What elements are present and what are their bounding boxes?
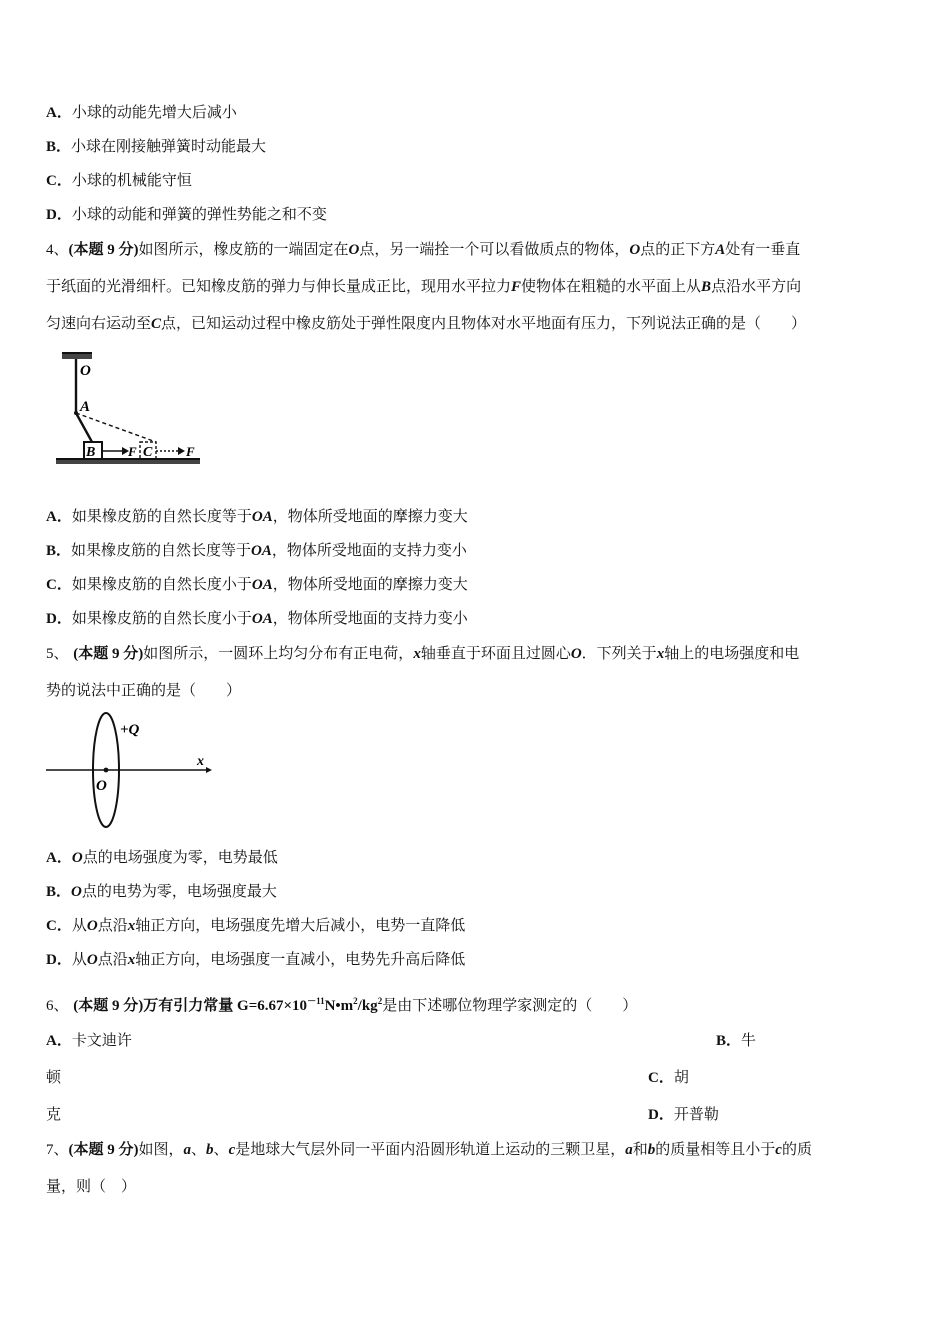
q5-option-c xyxy=(46,915,465,936)
q4-option-d xyxy=(46,608,468,629)
q4-line-3 xyxy=(46,313,806,334)
option-text: 卡文迪许 xyxy=(71,1031,132,1049)
q3-option-c xyxy=(46,170,192,191)
charged-ring-figure xyxy=(44,708,220,832)
text: 轴上的电场强度和电 xyxy=(664,644,800,662)
option-text: 小球的动能先增大后减小 xyxy=(71,103,237,121)
question-score: (本题 9 分) xyxy=(73,646,144,662)
q7-line-1 xyxy=(46,1139,812,1160)
option-letter: D． xyxy=(46,611,72,627)
var-b: b xyxy=(206,1142,214,1158)
option-text: 点沿 xyxy=(97,950,128,968)
text: 的质量相等且小于 xyxy=(655,1140,776,1158)
label-x: x xyxy=(197,754,204,769)
x-axis-arrow xyxy=(206,767,212,773)
option-text: ，物体所受地面的支持力变小 xyxy=(272,609,468,627)
option-text: 小球的动能和弹簧的弹性势能之和不变 xyxy=(71,205,327,223)
q7-line-2 xyxy=(46,1176,136,1196)
label-C: C xyxy=(143,445,153,460)
q6-option-b-cont xyxy=(46,1067,61,1087)
option-text: 点的电场强度为零，电势最低 xyxy=(82,848,278,866)
q3-option-a xyxy=(46,102,237,123)
q5-line-2 xyxy=(46,680,241,700)
option-text: 如果橡皮筋的自然长度等于 xyxy=(71,507,252,525)
q3-option-b xyxy=(46,136,266,157)
option-letter: B． xyxy=(716,1033,742,1049)
text: 量，则（ ） xyxy=(46,1177,137,1195)
q6-option-c-cont xyxy=(46,1104,61,1124)
option-text: ，物体所受地面的摩擦力变大 xyxy=(272,575,468,593)
option-text: 如果橡皮筋的自然长度小于 xyxy=(71,609,252,627)
label-O: O xyxy=(96,778,107,794)
q4-line-1 xyxy=(46,239,800,260)
var-C: C xyxy=(151,316,162,332)
option-letter: C． xyxy=(46,577,72,593)
option-letter: D． xyxy=(46,207,72,223)
var-O: O xyxy=(71,884,82,900)
var-c: c xyxy=(775,1142,782,1158)
text: 、 xyxy=(213,1140,229,1158)
option-text: 点沿 xyxy=(97,916,128,934)
option-text: 胡 xyxy=(673,1068,689,1086)
text: 匀速向右运动至 xyxy=(46,314,152,332)
option-text: 小球在刚接触弹簧时动能最大 xyxy=(71,137,267,155)
label-F1: F xyxy=(128,444,137,459)
option-text: 轴正方向，电场强度先增大后减小，电势一直降低 xyxy=(135,916,466,934)
option-letter: D． xyxy=(648,1107,674,1123)
option-letter: B． xyxy=(46,139,72,155)
text: ．下列关于 xyxy=(581,644,657,662)
option-letter: B． xyxy=(46,543,72,559)
label-A: A xyxy=(80,399,91,415)
var-a: a xyxy=(183,1142,192,1158)
question-number: 4、 xyxy=(46,242,69,258)
text: 处有一垂直 xyxy=(725,240,801,258)
text: 点，已知运动过程中橡皮筋处于弹性限度内且物体对水平地面有压力，下列说法正确的是（ ） xyxy=(161,314,807,332)
var-OA: OA xyxy=(251,577,273,593)
text: 、 xyxy=(191,1140,207,1158)
label-O: O xyxy=(80,363,91,379)
option-text: 点的电势为零，电场强度最大 xyxy=(81,882,277,900)
option-text: 如果橡皮筋的自然长度小于 xyxy=(71,575,252,593)
text: 如图所示，一圆环上均匀分布有正电荷， xyxy=(143,644,414,662)
q6-line-1 xyxy=(46,995,637,1016)
var-O: O xyxy=(86,952,98,968)
var-O: O xyxy=(629,242,641,258)
text: 点，另一端拴一个可以看做质点的物体， xyxy=(359,240,630,258)
exponent: 2 xyxy=(377,996,383,1006)
option-text: 如果橡皮筋的自然长度等于 xyxy=(71,541,252,559)
var-x: x xyxy=(656,646,665,662)
question-score: (本题 9 分) xyxy=(68,1142,139,1158)
option-text: ，物体所受地面的摩擦力变大 xyxy=(272,507,468,525)
label-Q: +Q xyxy=(120,722,140,738)
q5-option-a xyxy=(46,847,278,868)
option-letter: A． xyxy=(46,105,72,121)
question-number: 5、 xyxy=(46,646,69,662)
option-letter: C． xyxy=(648,1070,674,1086)
text: 如图所示，橡皮筋的一端固定在 xyxy=(138,240,349,258)
exponent: 2 xyxy=(353,996,358,1006)
q5-option-b xyxy=(46,881,277,902)
text: 轴垂直于环面且过圆心 xyxy=(420,644,571,662)
q6-option-a xyxy=(46,1030,132,1051)
option-letter: A． xyxy=(46,850,72,866)
var-x: x xyxy=(127,918,136,934)
var-OA: OA xyxy=(251,509,273,525)
option-text: 从 xyxy=(71,916,87,934)
option-letter: A． xyxy=(46,1033,72,1049)
q4-line-2 xyxy=(46,276,801,297)
var-F: F xyxy=(511,279,522,295)
option-text: 牛 xyxy=(741,1031,757,1049)
text: 如图， xyxy=(138,1140,184,1158)
q4-option-b xyxy=(46,540,467,561)
var-OA: OA xyxy=(251,543,272,559)
option-letter: C． xyxy=(46,173,72,189)
option-letter: B． xyxy=(46,884,72,900)
question-score: (本题 9 分) xyxy=(73,998,144,1014)
label-B: B xyxy=(86,445,96,460)
q4-option-c xyxy=(46,574,468,595)
option-text: 顿 xyxy=(46,1068,62,1086)
text: 和 xyxy=(632,1140,648,1158)
q5-line-1 xyxy=(46,643,799,664)
option-text: 从 xyxy=(71,950,87,968)
var-O: O xyxy=(86,918,98,934)
var-b: b xyxy=(647,1142,656,1158)
var-A: A xyxy=(715,242,726,258)
option-text: 轴正方向，电场强度一直减小，电势先升高后降低 xyxy=(135,950,466,968)
var-B: B xyxy=(701,279,712,295)
text: 点沿水平方向 xyxy=(711,277,802,295)
question-number: 7、 xyxy=(46,1142,69,1158)
var-c: c xyxy=(228,1142,236,1158)
option-text: 小球的机械能守恒 xyxy=(71,171,192,189)
var-x: x xyxy=(127,952,136,968)
rubber-band-figure xyxy=(44,345,214,477)
exponent: －11 xyxy=(307,996,325,1006)
option-letter: C． xyxy=(46,918,72,934)
text: 势的说法中正确的是（ ） xyxy=(46,681,242,699)
option-text: 克 xyxy=(46,1105,62,1123)
question-number: 6、 xyxy=(46,998,69,1014)
var-a: a xyxy=(625,1142,633,1158)
option-letter: A． xyxy=(46,509,72,525)
text: 是地球大气层外同一平面内沿圆形轨道上运动的三颗卫星， xyxy=(235,1140,626,1158)
text: 的质 xyxy=(781,1140,812,1158)
arrowhead-2 xyxy=(178,447,185,455)
text: 点的正下方 xyxy=(640,240,716,258)
band-to-C xyxy=(76,413,156,442)
q4-option-a xyxy=(46,506,468,527)
formula-text: /kg xyxy=(357,998,378,1014)
label-F2: F xyxy=(186,444,195,459)
var-O: O xyxy=(570,646,582,662)
q3-option-d xyxy=(46,204,327,225)
text: 于纸面的光滑细杆。已知橡皮筋的弹力与伸长量成正比，现用水平拉力 xyxy=(46,277,512,295)
formula-text: 万有引力常量 G=6.67×10 xyxy=(143,998,308,1014)
formula-text: N•m xyxy=(324,998,354,1014)
var-x: x xyxy=(413,646,421,662)
question-score: (本题 9 分) xyxy=(68,242,139,258)
option-text: 开普勒 xyxy=(673,1105,719,1123)
option-text: ，物体所受地面的支持力变小 xyxy=(271,541,467,559)
text: 是由下述哪位物理学家测定的（ ） xyxy=(382,996,638,1014)
q6-option-b xyxy=(716,1030,756,1051)
var-OA: OA xyxy=(251,611,273,627)
option-letter: D． xyxy=(46,952,72,968)
q6-option-c xyxy=(648,1067,689,1088)
q5-option-d xyxy=(46,949,465,970)
var-O: O xyxy=(71,850,83,866)
center-point xyxy=(104,768,109,773)
var-O: O xyxy=(348,242,360,258)
text: 使物体在粗糙的水平面上从 xyxy=(521,277,702,295)
q6-option-d xyxy=(648,1104,719,1125)
